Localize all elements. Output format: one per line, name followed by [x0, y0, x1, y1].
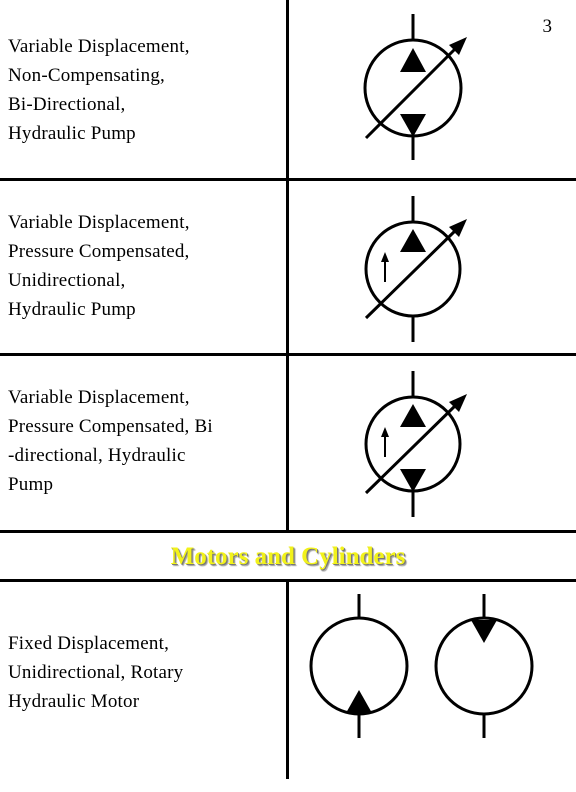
motor-row-description: Fixed Displacement, Unidirectional, Rotary Hydraulic Motor: [8, 633, 184, 712]
page-number: 3: [542, 16, 552, 37]
pump-symbol-compensated-bidirectional: [340, 365, 480, 525]
row-divider-1: [0, 178, 576, 181]
row-1-description: Variable Displacement, Non-Compensating, Bi-Directional, Hydraulic Pump: [8, 36, 190, 144]
motor-symbol-triangle-bottom: [300, 590, 420, 740]
section-title: Motors and Cylinders: [170, 543, 406, 570]
row-2-description: Variable Displacement, Pressure Compensated, Unidirectional, Hydraulic Pump: [8, 212, 190, 320]
pump-symbol-compensated-unidirectional: [340, 190, 480, 350]
motor-symbol-triangle-top: [426, 590, 546, 740]
pump-symbol-bidirectional-variable: [340, 10, 480, 170]
row-divider-3: [0, 530, 576, 533]
row-divider-2: [0, 353, 576, 356]
row-3-description: Variable Displacement, Pressure Compensated, Bi -directional, Hydraulic Pump: [8, 387, 213, 495]
column-divider-top: [286, 0, 289, 533]
column-divider-bottom: [286, 581, 289, 779]
